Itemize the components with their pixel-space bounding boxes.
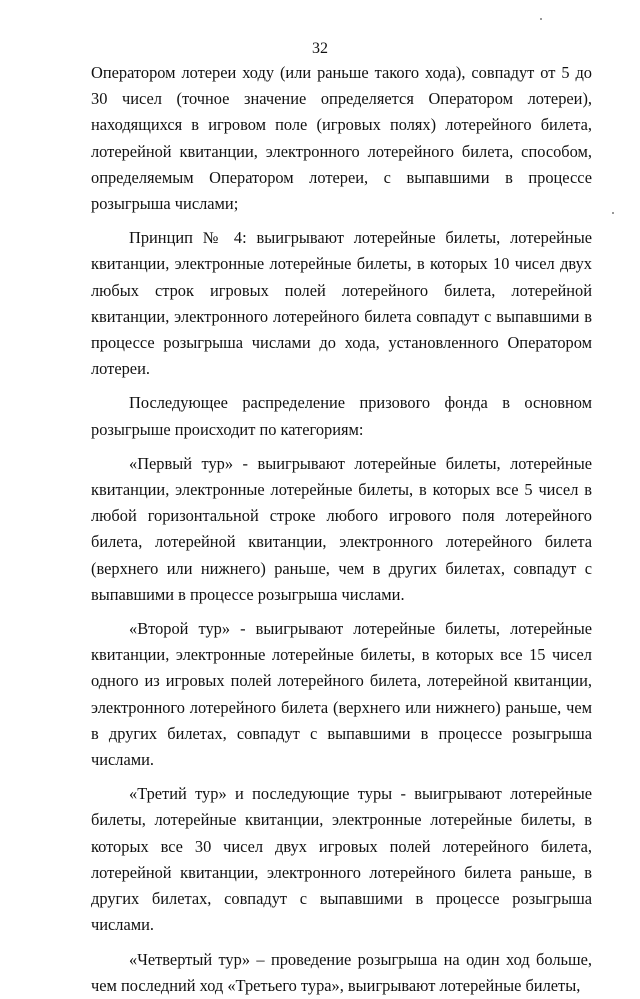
paragraph-continuation: Оператором лотереи ходу (или раньше такого хода), совпадут от 5 до 30 чисел (точное значение определяется Оператором лотереи), находящихся в игровом поле (игровых полях) лотерейного билета, лотерейной квитанции, электронного лотерейного билета, способом, определяемым Оператором лотереи, с выпавшими в процессе розыгрыша числами; — [91, 63, 592, 214]
scan-speck — [612, 212, 614, 214]
paragraph-prize-distribution: Последующее распределение призового фонда в основном розыгрыше происходит по категориям: — [91, 393, 592, 439]
paragraph-first-round: «Первый тур» - выигрывают лотерейные билеты, лотерейные квитанции, электронные лотерейные билеты, в которых все 5 чисел в любой горизонтальной строке любого игрового поля лотерейного билета, лотерейной квитанции, электронного лотерейного билета (верхнего или нижнего) раньше, чем в других билетах, совпадут с выпавшими в процессе розыгрыша числами. — [91, 453, 592, 604]
scan-speck — [540, 18, 542, 20]
paragraph-fourth-round: «Четвертый тур» – проведение розыгрыша на один ход больше, чем последний ход «Третьего тура», выигрывают лотерейные билеты, — [91, 949, 592, 995]
page-number: 32 — [312, 40, 328, 57]
paragraph-second-round: «Второй тур» - выигрывают лотерейные билеты, лотерейные квитанции, электронные лотерейные билеты, в которых все 15 чисел одного из игровых полей лотерейного билета, лотерейной квитанции, электронного лотерейного билета (верхнего или нижнего) раньше, чем в других билетах, совпадут с выпавшими в процессе розыгрыша числами. — [91, 619, 592, 770]
paragraph-third-round: «Третий тур» и последующие туры - выигрывают лотерейные билеты, лотерейные квитанции, электронные лотерейные билеты, в которых все 30 чисел двух игровых полей лотерейного билета, лотерейной квитанции, электронного лотерейного билета раньше, в других билетах, совпадут с выпавшими в процессе розыгрыша числами. — [91, 784, 592, 935]
paragraph-principle-4: Принцип № 4: выигрывают лотерейные билеты, лотерейные квитанции, электронные лотерейные билеты, в которых 10 чисел двух любых строк игровых полей лотерейного билета, лотерейной квитанции, электронного лотерейного билета совпадут с выпавшими в процессе розыгрыша числами до хода, установленного Оператором лотереи. — [91, 228, 592, 379]
body-text — [91, 60, 592, 999]
